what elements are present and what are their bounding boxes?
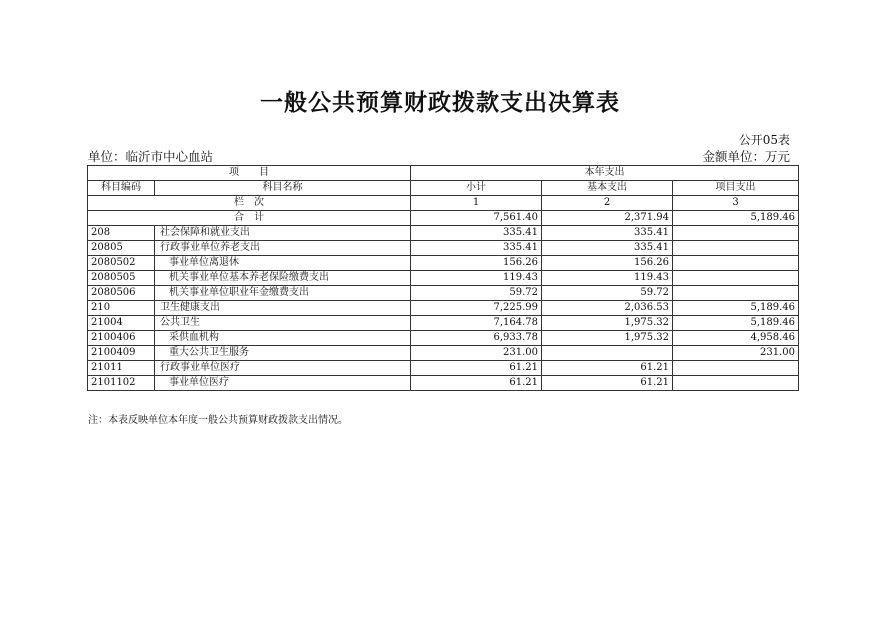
row-basic: 119.43 [542, 271, 673, 286]
table-row [88, 316, 799, 331]
row-name: 卫生健康支出 [155, 301, 411, 316]
row-code: 2080505 [88, 271, 155, 286]
row-basic [542, 346, 673, 361]
row-subtotal: 59.72 [411, 286, 542, 301]
row-project [673, 256, 799, 271]
column-number-row [88, 196, 799, 211]
row-basic: 59.72 [542, 286, 673, 301]
total-subtotal: 7,561.40 [411, 211, 542, 226]
header-basic: 基本支出 [542, 181, 673, 196]
column-number-3: 3 [673, 196, 799, 211]
form-code: 公开05表 [738, 133, 790, 147]
row-basic: 2,036.53 [542, 301, 673, 316]
row-code: 21011 [88, 361, 155, 376]
row-basic: 61.21 [542, 376, 673, 391]
row-project: 5,189.46 [673, 301, 799, 316]
header-row-1 [88, 166, 799, 181]
total-label: 合 计 [88, 211, 411, 226]
row-subtotal: 6,933.78 [411, 331, 542, 346]
row-name: 事业单位医疗 [155, 376, 411, 391]
column-number-1: 1 [411, 196, 542, 211]
row-code: 21004 [88, 316, 155, 331]
row-basic: 335.41 [542, 241, 673, 256]
row-subtotal: 231.00 [411, 346, 542, 361]
total-basic: 2,371.94 [542, 211, 673, 226]
row-subtotal: 61.21 [411, 361, 542, 376]
table-row [88, 286, 799, 301]
row-code: 210 [88, 301, 155, 316]
row-subtotal: 7,225.99 [411, 301, 542, 316]
header-project: 项目支出 [673, 181, 799, 196]
table-row [88, 226, 799, 241]
column-number-2: 2 [542, 196, 673, 211]
header-row-2 [88, 181, 799, 196]
table-row [88, 271, 799, 286]
row-subtotal: 7,164.78 [411, 316, 542, 331]
unit-label: 单位：临沂市中心血站 [88, 149, 214, 164]
row-subtotal: 335.41 [411, 226, 542, 241]
row-name: 行政事业单位养老支出 [155, 241, 411, 256]
row-code: 2080506 [88, 286, 155, 301]
row-name: 机关事业单位基本养老保险缴费支出 [155, 271, 411, 286]
row-subtotal: 119.43 [411, 271, 542, 286]
header-this-year: 本年支出 [411, 166, 799, 181]
amount-unit-label: 金额单位：万元 [702, 149, 790, 164]
row-project [673, 286, 799, 301]
row-basic: 1,975.32 [542, 331, 673, 346]
row-project [673, 376, 799, 391]
row-project: 5,189.46 [673, 316, 799, 331]
header-subtotal: 小计 [411, 181, 542, 196]
row-name: 行政事业单位医疗 [155, 361, 411, 376]
row-name: 重大公共卫生服务 [155, 346, 411, 361]
row-basic: 1,975.32 [542, 316, 673, 331]
row-project: 4,958.46 [673, 331, 799, 346]
row-name: 机关事业单位职业年金缴费支出 [155, 286, 411, 301]
row-project: 231.00 [673, 346, 799, 361]
row-name: 事业单位离退休 [155, 256, 411, 271]
budget-table [87, 165, 799, 391]
row-subtotal: 61.21 [411, 376, 542, 391]
table-row [88, 346, 799, 361]
row-name: 社会保障和就业支出 [155, 226, 411, 241]
table-row [88, 301, 799, 316]
row-code: 2080502 [88, 256, 155, 271]
table-row [88, 256, 799, 271]
total-project: 5,189.46 [673, 211, 799, 226]
total-row [88, 211, 799, 226]
row-subtotal: 156.26 [411, 256, 542, 271]
row-project [673, 241, 799, 256]
row-basic: 156.26 [542, 256, 673, 271]
table-row [88, 361, 799, 376]
header-name: 科目名称 [155, 181, 411, 196]
row-code: 2101102 [88, 376, 155, 391]
table-row [88, 331, 799, 346]
row-project [673, 271, 799, 286]
page-title: 一般公共预算财政拨款支出决算表 [260, 89, 620, 116]
footnote: 注：本表反映单位本年度一般公共预算财政拨款支出情况。 [88, 415, 348, 426]
header-item: 项 目 [88, 166, 411, 181]
row-code: 20805 [88, 241, 155, 256]
row-code: 2100409 [88, 346, 155, 361]
row-project [673, 226, 799, 241]
row-name: 公共卫生 [155, 316, 411, 331]
row-code: 2100406 [88, 331, 155, 346]
header-code: 科目编码 [88, 181, 155, 196]
table-row [88, 376, 799, 391]
table-row [88, 241, 799, 256]
column-label: 栏 次 [88, 196, 411, 211]
row-subtotal: 335.41 [411, 241, 542, 256]
row-basic: 61.21 [542, 361, 673, 376]
row-basic: 335.41 [542, 226, 673, 241]
row-code: 208 [88, 226, 155, 241]
row-project [673, 361, 799, 376]
row-name: 采供血机构 [155, 331, 411, 346]
